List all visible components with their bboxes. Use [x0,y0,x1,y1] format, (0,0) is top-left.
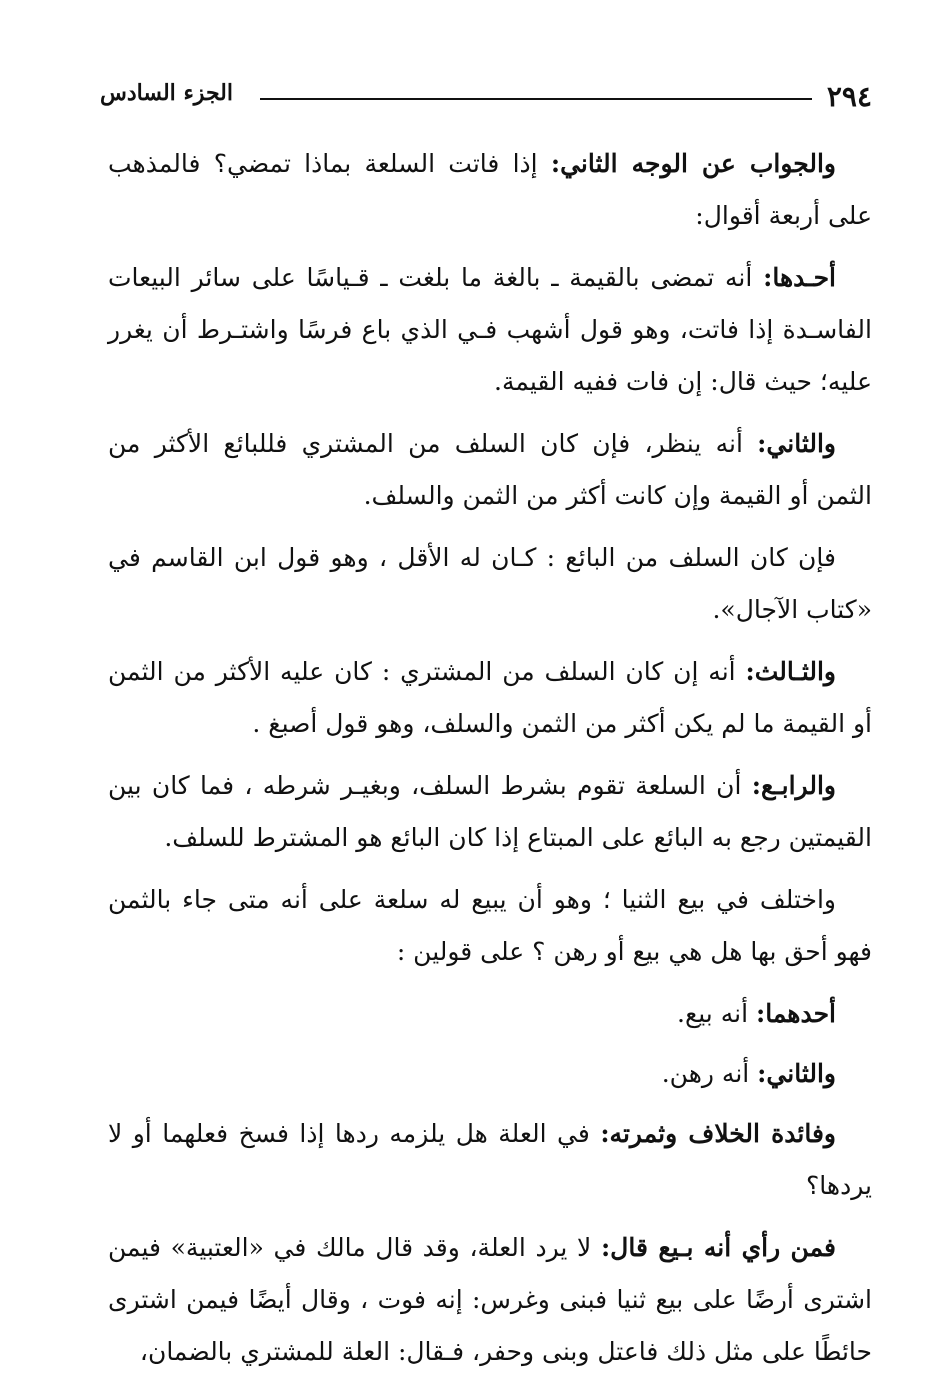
paragraph-text: أن السلعة تقوم بشرط السلف، وبغيـر شرطه ، فما كان بين القيمتين رجع به البائع على المبتاع إذا كان البائع هو المشترط للسلف. [108,771,872,852]
paragraph [108,1108,872,1212]
paragraph-text: لا يرد العلة، وقد قال مالك في «العتبية» فيمن اشترى أرضًا على بيع ثنيا فبنى وغرس: إنه فوت ، وقال أيضًا فيمن اشترى حائطًا على مثل ذلك فاعتل وبنى وحفر، فـقال: العلة للمشتري بالضمان، [108,1233,872,1366]
paragraph-lead: فمن رأي أنه بـيع قال: [600,1233,836,1262]
paragraph [108,760,872,864]
paragraph-lead: وفائدة الخلاف وثمرته: [600,1119,836,1148]
paragraph [108,138,872,242]
paragraph-lead: والجواب عن الوجه الثاني: [550,149,837,178]
paragraph-text: إذا فاتت السلعة بماذا تمضي؟ فالمذهب على أربعة أقوال: [108,149,872,230]
paragraph-lead: والثاني: [757,1059,836,1088]
paragraph [108,988,872,1040]
paragraph [108,532,872,636]
paragraph-text: في العلة هل يلزمه ردها إذا فسخ فعلهما أو لا يردها؟ [108,1119,872,1200]
paragraph-text: أنه بيع. [677,999,756,1028]
paragraph-text: أنه إن كان السلف من المشتري : كان عليه الأكثر من الثمن أو القيمة ما لم يكن أكثر من الثمن والسلف، وهو قول أصبغ . [108,657,872,738]
paragraph-text: واختلف في بيع الثنيا ؛ وهو أن يبيع له سلعة على أنه متى جاء بالثمن فهو أحق بها هل هي بيع أو رهن ؟ على قولين : [108,885,872,966]
paragraph [108,252,872,408]
paragraph [108,1048,872,1100]
paragraph-lead: أحـدها: [763,263,836,292]
paragraph-lead: والرابـع: [751,771,836,800]
paragraph-text: أنه ينظر، فإن كان السلف من المشتري فللبائع الأكثر من الثمن أو القيمة وإن كانت أكثر من الثمن والسلف. [108,429,872,510]
paragraph-lead: والثـالث: [745,657,836,686]
paragraph [108,1222,872,1378]
paragraph [108,874,872,978]
paragraph [108,646,872,750]
paragraph-lead: أحدهما: [755,999,836,1028]
paragraph-text: أنه تمضى بالقيمة ـ بالغة ما بلغت ـ قـياسًا على سائر البيعات الفاسـدة إذا فاتت، وهو قول أشهب فـي الذي باع فرسًا واشتـرط أن يغرر عليه؛ حيث قال: إن فات ففيه القيمة. [108,263,872,396]
running-title: الجزء السادس [100,80,233,106]
page-header [100,78,872,118]
page-number: ٢٩٤ [826,80,872,113]
paragraph-lead: والثاني: [757,429,836,458]
header-rule [260,98,812,100]
paragraph [108,418,872,522]
paragraph-text: أنه رهن. [661,1059,758,1088]
page-body [108,138,872,1388]
paragraph-text: فإن كان السلف من البائع : كـان له الأقل ، وهو قول ابن القاسم في «كتاب الآجال». [108,543,872,624]
